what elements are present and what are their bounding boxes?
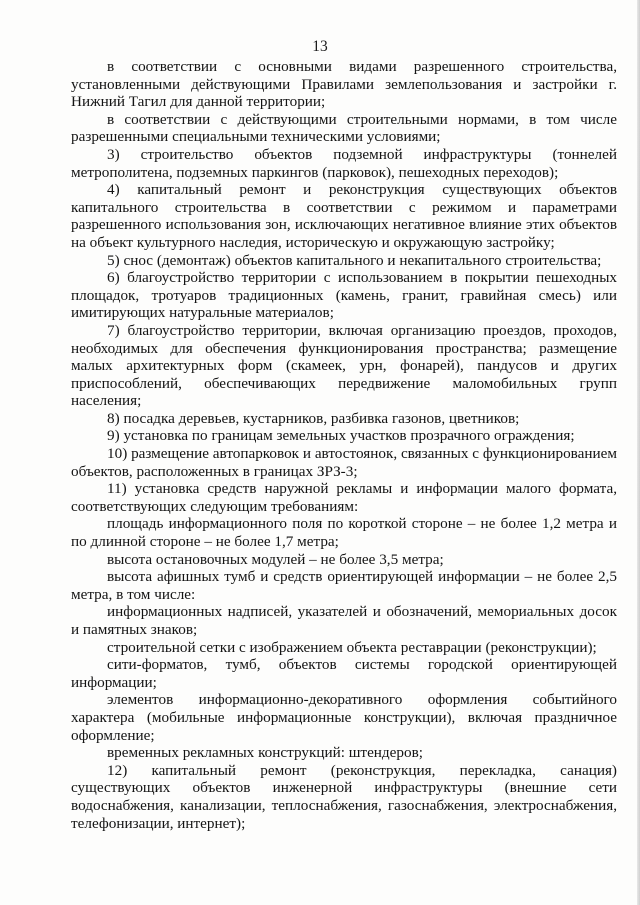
paragraph: в соответствии с действующими строительными нормами, в том числе разрешенными специальными техническими условиями; <box>71 110 617 146</box>
paragraph: 8) посадка деревьев, кустарников, разбивка газонов, цветников; <box>107 409 520 427</box>
paragraph: 7) благоустройство территории, включая организацию проездов, проходов, необходимых для обеспечения функционирования пространства; размещение малых архитектурных форм (скамеек, урн, фонарей), пандусов и других приспособлений, обеспечивающих передвижение маломобильных групп населения; <box>71 321 617 410</box>
paragraph: 10) размещение автопарковок и автостоянок, связанных с функционированием объектов, расположенных в границах ЗРЗ-3; <box>71 445 617 480</box>
paragraph: 9) установка по границам земельных участков прозрачного ограждения; <box>107 427 575 445</box>
paragraph: высота остановочных модулей – не более 3,5 метра; <box>107 550 444 568</box>
page-number: 13 <box>312 38 328 55</box>
paragraph: 3) строительство объектов подземной инфраструктуры (тоннелей метрополитена, подземных паркингов (парковок), пешеходных переходов); <box>71 145 617 181</box>
paragraph: временных рекламных конструкций: штендеров; <box>107 744 423 762</box>
paragraph: в соответствии с основными видами разрешенного строительства, установленными действующими Правилами землепользования и застройки г. Нижний Тагил для данной территории; <box>71 58 617 111</box>
paragraph: площадь информационного поля по короткой стороне – не более 1,2 метра и по длинной стороне – не более 1,7 метра; <box>71 515 617 551</box>
paragraph: 11) установка средств наружной рекламы и информации малого формата, соответствующих следующим требованиям: <box>71 480 617 515</box>
paragraph: строительной сетки с изображением объекта реставрации (реконструкции); <box>107 638 597 656</box>
paragraph: 5) снос (демонтаж) объектов капитального и некапитального строительства; <box>107 251 602 269</box>
paragraph: элементов информационно-декоративного оформления событийного характера (мобильные информационные конструкции), включая праздничное оформление; <box>71 691 617 744</box>
paragraph: высота афишных тумб и средств ориентирующей информации – не более 2,5 метра, в том числе: <box>71 568 617 603</box>
paragraph: 6) благоустройство территории с использованием в покрытии пешеходных площадок, тротуаров традиционных (камень, гранит, гравийная смесь) или имитирующих натуральные материалов; <box>71 269 617 322</box>
paragraph: сити-форматов, тумб, объектов системы городской ориентирующей информации; <box>71 656 617 691</box>
paragraph: информационных надписей, указателей и обозначений, мемориальных досок и памятных знаков; <box>71 603 617 638</box>
paragraph: 4) капитальный ремонт и реконструкция существующих объектов капитального строительства в соответствии с режимом и параметрами разрешенного использования зон, исключающих негативное влияние этих объектов на объект культурного наследия, историческую и окружающую застройку; <box>71 181 617 251</box>
document-body <box>71 58 617 832</box>
paragraph: 12) капитальный ремонт (реконструкция, перекладка, санация) существующих объектов инженерной инфраструктуры (внешние сети водоснабжения, канализации, теплоснабжения, газоснабжения, электроснабжения, телефонизации, интернет); <box>71 761 617 832</box>
